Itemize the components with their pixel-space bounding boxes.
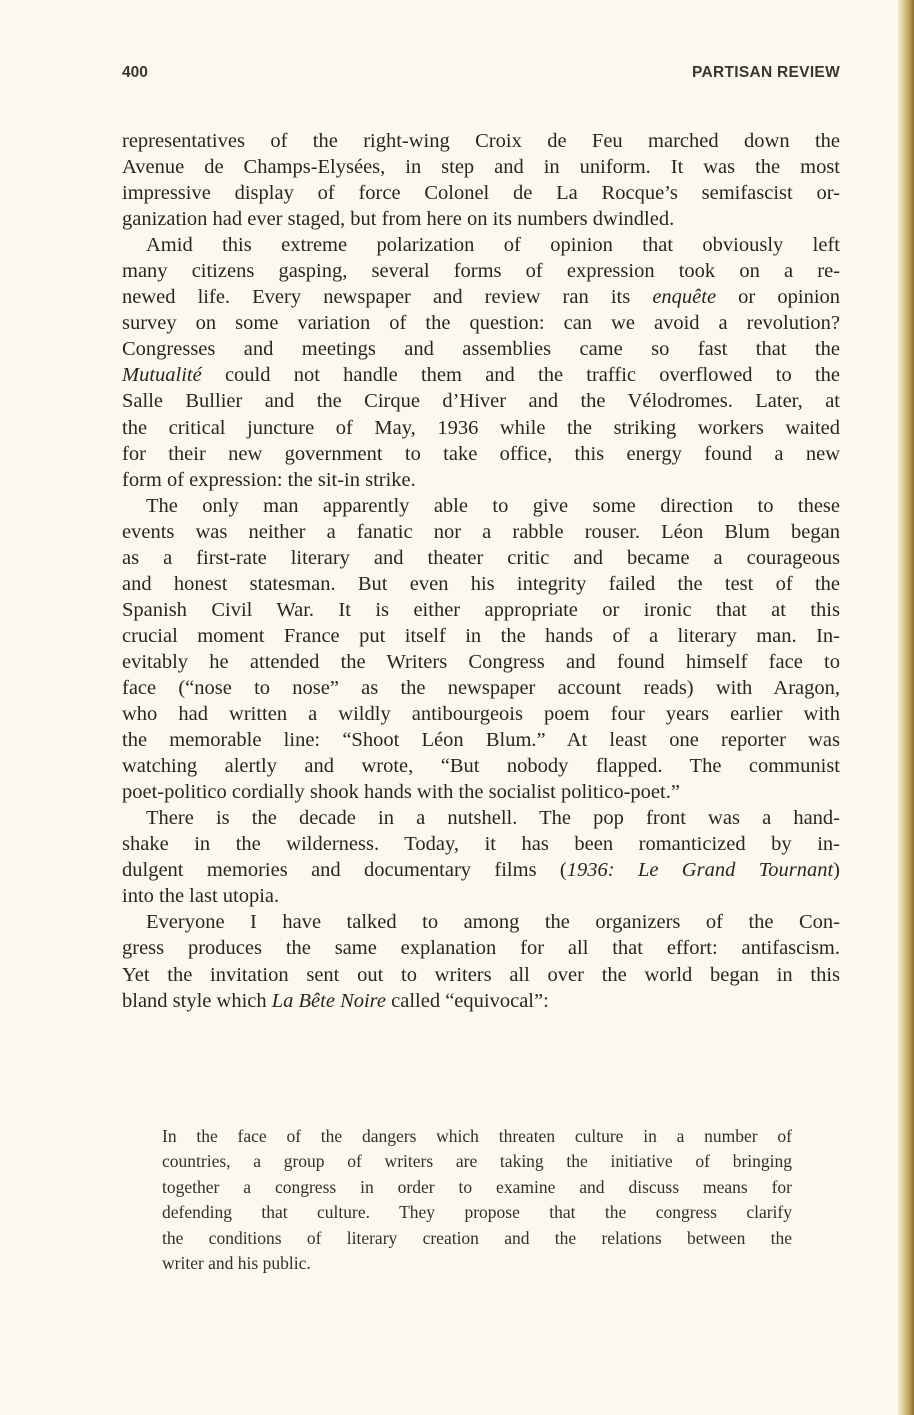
text-run: representatives of the right-wing Croix de Feu marched down the: [122, 130, 840, 152]
text-run: crucial moment France put itself in the hands of a literary man. In-: [122, 624, 840, 647]
block-quote: [162, 1124, 792, 1276]
text-line: [122, 467, 840, 493]
page-binding-edge: [898, 0, 914, 1415]
text-run: could not handle them and the traffic overflowed to the: [201, 364, 840, 387]
quote-line: In the face of the dangers which threaten culture in a number of: [162, 1126, 792, 1146]
text-line: [122, 336, 840, 362]
text-line: [122, 180, 840, 206]
text-run: bland style which: [122, 989, 272, 1012]
text-run: ganization had ever staged, but from here on its numbers dwindled.: [122, 208, 675, 231]
text-line: [122, 701, 840, 727]
italic-title: enquête: [652, 286, 717, 309]
quote-line: defending that culture. They propose that the congress clarify: [162, 1202, 792, 1223]
text-run: the critical juncture of May, 1936 while the striking workers waited: [122, 416, 840, 439]
paragraph: [122, 493, 840, 806]
text-line: [122, 805, 840, 831]
paragraph: [122, 232, 840, 492]
text-line: [122, 310, 840, 336]
running-title: PARTISAN REVIEW: [691, 64, 840, 81]
paragraph: [122, 128, 840, 232]
text-line: [122, 571, 840, 597]
text-run: Everyone I have talked to among the organizers of the Con-: [146, 911, 840, 934]
text-run: There is the decade in a nutshell. The pop front was a hand-: [146, 807, 840, 830]
running-header: [122, 64, 840, 86]
text-run: the memorable line: “Shoot Léon Blum.” At least one reporter was: [122, 729, 840, 752]
text-run: into the last utopia.: [122, 885, 280, 908]
text-line: [122, 493, 840, 519]
text-run: ): [833, 859, 840, 882]
text-run: face (“nose to nose” as the newspaper account reads) with Aragon,: [122, 676, 840, 699]
text-run: events was neither a fanatic nor a rabble rouser. Léon Blum began: [122, 520, 840, 543]
italic-title: 1936: Le Grand Tournant: [566, 859, 834, 882]
text-run: or opinion: [716, 286, 841, 309]
text-line: [122, 441, 840, 467]
text-run: Avenue de Champs-Elysées, in step and in uniform. It was the most: [122, 156, 840, 179]
text-line: [122, 909, 840, 935]
text-run: Amid this extreme polarization of opinion that obviously left: [146, 234, 840, 257]
text-run: for their new government to take office, this energy found a new: [122, 442, 840, 465]
text-run: survey on some variation of the question: can we avoid a revolution?: [122, 312, 840, 335]
quote-line: together a congress in order to examine and discuss means for: [162, 1176, 792, 1197]
text-run: Salle Bullier and the Cirque d’Hiver and the Vélodromes. Later, at: [122, 390, 840, 413]
text-line: [122, 362, 840, 388]
text-line: [122, 597, 840, 623]
text-line: [122, 649, 840, 675]
quote-line: writer and his public.: [162, 1252, 311, 1273]
text-line: [122, 623, 840, 649]
text-run: poet-politico cordially shook hands with the socialist politico-poet.”: [122, 781, 680, 804]
text-run: form of expression: the sit-in strike.: [122, 468, 416, 491]
text-line: [122, 962, 840, 988]
text-line: [122, 128, 840, 154]
text-run: gress produces the same explanation for all that effort: antifascism.: [122, 937, 840, 960]
page-number: 400: [122, 64, 148, 81]
text-line: [122, 519, 840, 545]
text-line: [122, 154, 840, 180]
text-run: called “equivocal”:: [386, 989, 549, 1012]
text-line: [122, 258, 840, 284]
text-line: [122, 883, 840, 909]
text-line: [122, 232, 840, 258]
text-line: [122, 206, 840, 232]
text-run: and honest statesman. But even his integrity failed the test of the: [122, 572, 840, 595]
text-run: newed life. Every newspaper and review ran its: [122, 286, 653, 309]
paragraph: [122, 909, 840, 1013]
text-line: [122, 388, 840, 414]
text-line: [122, 779, 840, 805]
body-text: [122, 128, 840, 1014]
italic-title: Mutualité: [122, 364, 202, 387]
text-run: watching alertly and wrote, “But nobody flapped. The communist: [122, 755, 840, 778]
text-run: evitably he attended the Writers Congress and found himself face to: [122, 650, 840, 673]
text-line: [122, 831, 840, 857]
text-line: [122, 545, 840, 571]
text-line: [122, 753, 840, 779]
text-run: who had written a wildly antibourgeois poem four years earlier with: [122, 703, 840, 726]
text-line: [122, 415, 840, 441]
quote-line: countries, a group of writers are taking the initiative of bringing: [162, 1151, 792, 1172]
text-run: dulgent memories and documentary films (: [122, 859, 567, 882]
text-line: [122, 935, 840, 961]
text-run: many citizens gasping, several forms of expression took on a re-: [122, 260, 840, 283]
text-line: [122, 988, 840, 1014]
text-run: impressive display of force Colonel de La Rocque’s semifascist or-: [122, 182, 840, 205]
text-line: [122, 727, 840, 753]
text-run: Spanish Civil War. It is either appropriate or ironic that at this: [122, 598, 840, 621]
text-run: shake in the wilderness. Today, it has been romanticized by in-: [122, 833, 840, 856]
text-line: [122, 675, 840, 701]
quote-line: the conditions of literary creation and the relations between the: [162, 1227, 792, 1248]
text-run: Yet the invitation sent out to writers all over the world began in this: [122, 963, 840, 986]
text-line: [122, 857, 840, 883]
text-run: The only man apparently able to give some direction to these: [146, 494, 840, 517]
paragraph: [122, 805, 840, 909]
text-line: [122, 284, 840, 310]
text-run: Congresses and meetings and assemblies came so fast that the: [122, 338, 840, 361]
italic-title: La Bête Noire: [271, 989, 387, 1012]
text-run: as a first-rate literary and theater critic and became a courageous: [122, 546, 840, 569]
